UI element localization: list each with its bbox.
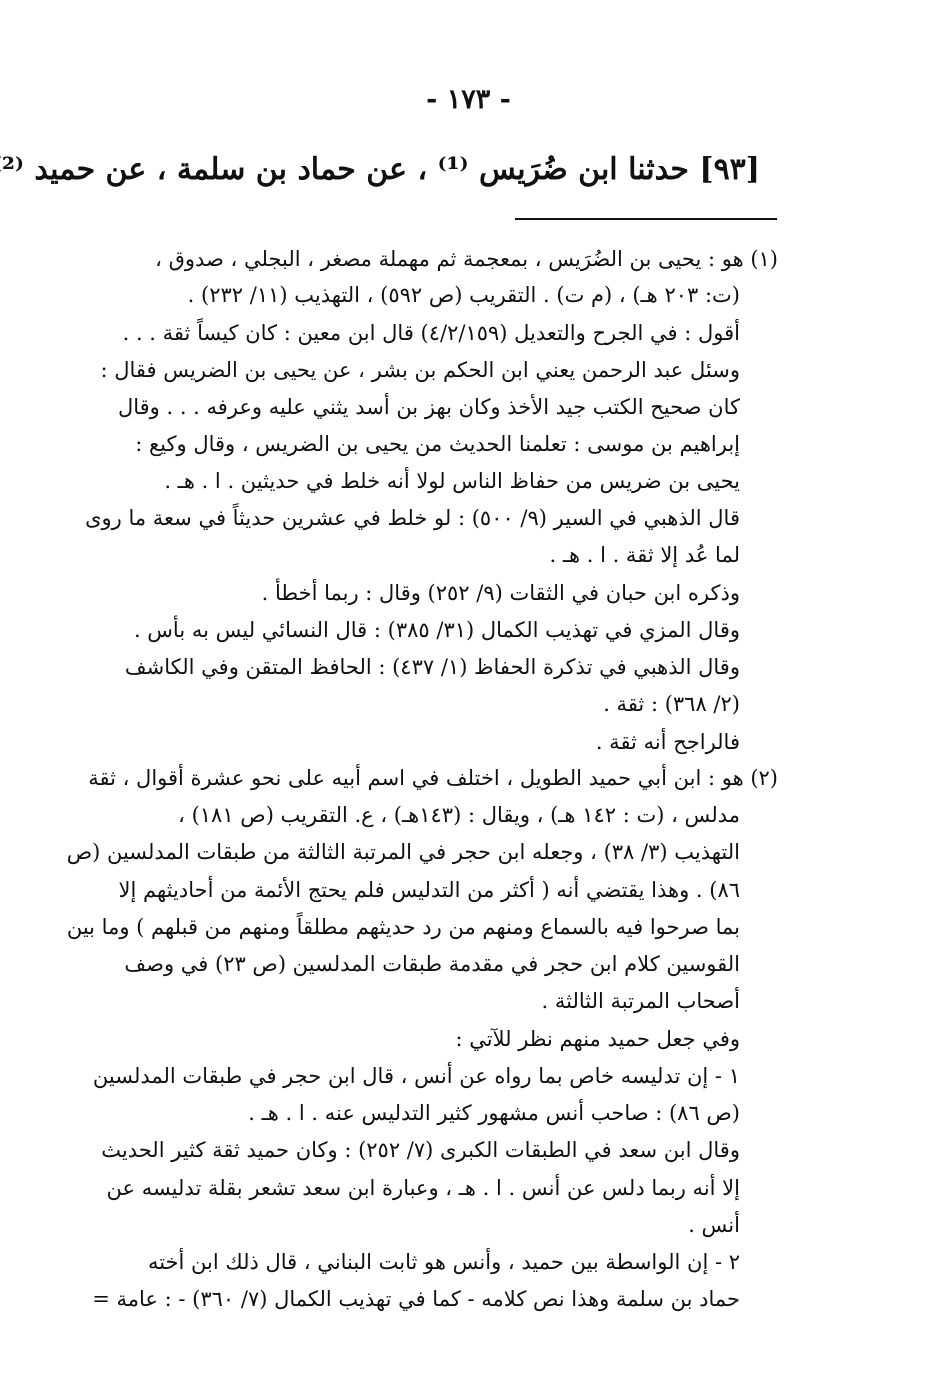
footnote-line: القوسين كلام ابن حجر في مقدمة طبقات المدلسين (ص ٢٣) في وصف <box>124 952 740 976</box>
footnote-line: وقال الذهبي في تذكرة الحفاظ (١/ ٤٣٧) : الحافظ المتقن وفي الكاشف <box>124 655 740 679</box>
footnote-separator <box>515 218 777 220</box>
footnote-line: قال الذهبي في السير (٩/ ٥٠٠) : لو خلط في عشرين حديثاً في سعة ما روى <box>85 506 740 530</box>
footnote-line: التهذيب (٣/ ٣٨) ، وجعله ابن حجر في المرتبة الثالثة من طبقات المدلسين (ص <box>66 840 740 864</box>
footnote-line: (ت: ٢٠٣ هـ) ، (م ت) . التقريب (ص ٥٩٢) ، التهذيب (١١/ ٢٣٢) . <box>187 283 740 307</box>
footnote-line: كان صحيح الكتب جيد الأخذ وكان بهز بن أسد يثني عليه وعرفه . . . وقال <box>117 395 740 419</box>
footnote-line: وفي جعل حميد منهم نظر للآتي : <box>455 1027 740 1051</box>
footnote-line: ٢ - إن الواسطة بين حميد ، وأنس هو ثابت البناني ، قال ذلك ابن أخته <box>147 1250 740 1274</box>
footnote-line: أصحاب المرتبة الثالثة . <box>541 989 740 1013</box>
page-number: - ١٧٣ - <box>426 84 511 115</box>
footnote-line: وقال ابن سعد في الطبقات الكبرى (٧/ ٢٥٢) : وكان حميد ثقة كثير الحديث <box>101 1138 740 1162</box>
footnote-line: (٢) هو : ابن أبي حميد الطويل ، اختلف في اسم أبيه على نحو عشرة أقوال ، ثقة <box>88 766 778 790</box>
footnote-line: إبراهيم بن موسى : تعلمنا الحديث من يحيى بن الضريس ، وقال وكيع : <box>135 432 740 456</box>
hadith-line: [٩٣] حدثنا ابن ضُرَيس ⁽¹⁾ ، عن حماد بن سلمة ، عن حميد ⁽² <box>1 152 760 187</box>
footnote-line: (ص ٨٦) : صاحب أنس مشهور كثير التدليس عنه . ا . هـ . <box>248 1101 740 1125</box>
footnote-line: ٨٦) . وهذا يقتضي أنه ( أكثر من التدليس فلم يحتج الأئمة من أحاديثهم إلا <box>118 878 740 902</box>
footnote-line: وذكره ابن حبان في الثقات (٩/ ٢٥٢) وقال : ربما أخطأ . <box>261 581 740 605</box>
footnote-line: أنس . <box>688 1213 740 1237</box>
footnote-line: إلا أنه ربما دلس عن أنس . ا . هـ ، وعبارة ابن سعد تشعر بقلة تدليسه عن <box>106 1176 740 1200</box>
footnote-line: (١) هو : يحيى بن الضُرَيس ، بمعجمة ثم مهملة مصغر ، البجلي ، صدوق ، <box>155 247 778 271</box>
footnote-line: بما صرحوا فيه بالسماع ومنهم من رد حديثهم مطلقاً ومنهم من قبلهم ) وما بين <box>66 915 740 939</box>
footnote-line: وسئل عبد الرحمن يعني ابن الحكم بن بشر ، عن يحيى بن الضريس فقال : <box>100 358 740 382</box>
footnote-line: حماد بن سلمة وهذا نص كلامه - كما في تهذيب الكمال (٧/ ٣٦٠) - : عامة = <box>92 1287 740 1311</box>
footnote-line: لما عُد إلا ثقة . ا . هـ . <box>549 543 740 567</box>
footnote-line: فالراجح أنه ثقة . <box>595 730 740 754</box>
footnote-line: ١ - إن تدليسه خاص بما رواه عن أنس ، قال ابن حجر في طبقات المدلسين <box>92 1064 740 1088</box>
footnote-line: أقول : في الجرح والتعديل (٤/٢/١٥٩) قال ابن معين : كان كيساً ثقة . . . <box>122 321 740 345</box>
footnote-line: (٢/ ٣٦٨) : ثقة . <box>603 692 740 716</box>
footnote-line: يحيى بن ضريس من حفاظ الناس لولا أنه خلط في حديثين . ا . هـ . <box>164 469 740 493</box>
footnote-line: وقال المزي في تهذيب الكمال (٣١/ ٣٨٥) : قال النسائي ليس به بأس . <box>133 618 740 642</box>
footnote-line: مدلس ، (ت : ١٤٢ هـ) ، ويقال : (١٤٣هـ) ، ع. التقريب (ص ١٨١) ، <box>178 803 740 827</box>
